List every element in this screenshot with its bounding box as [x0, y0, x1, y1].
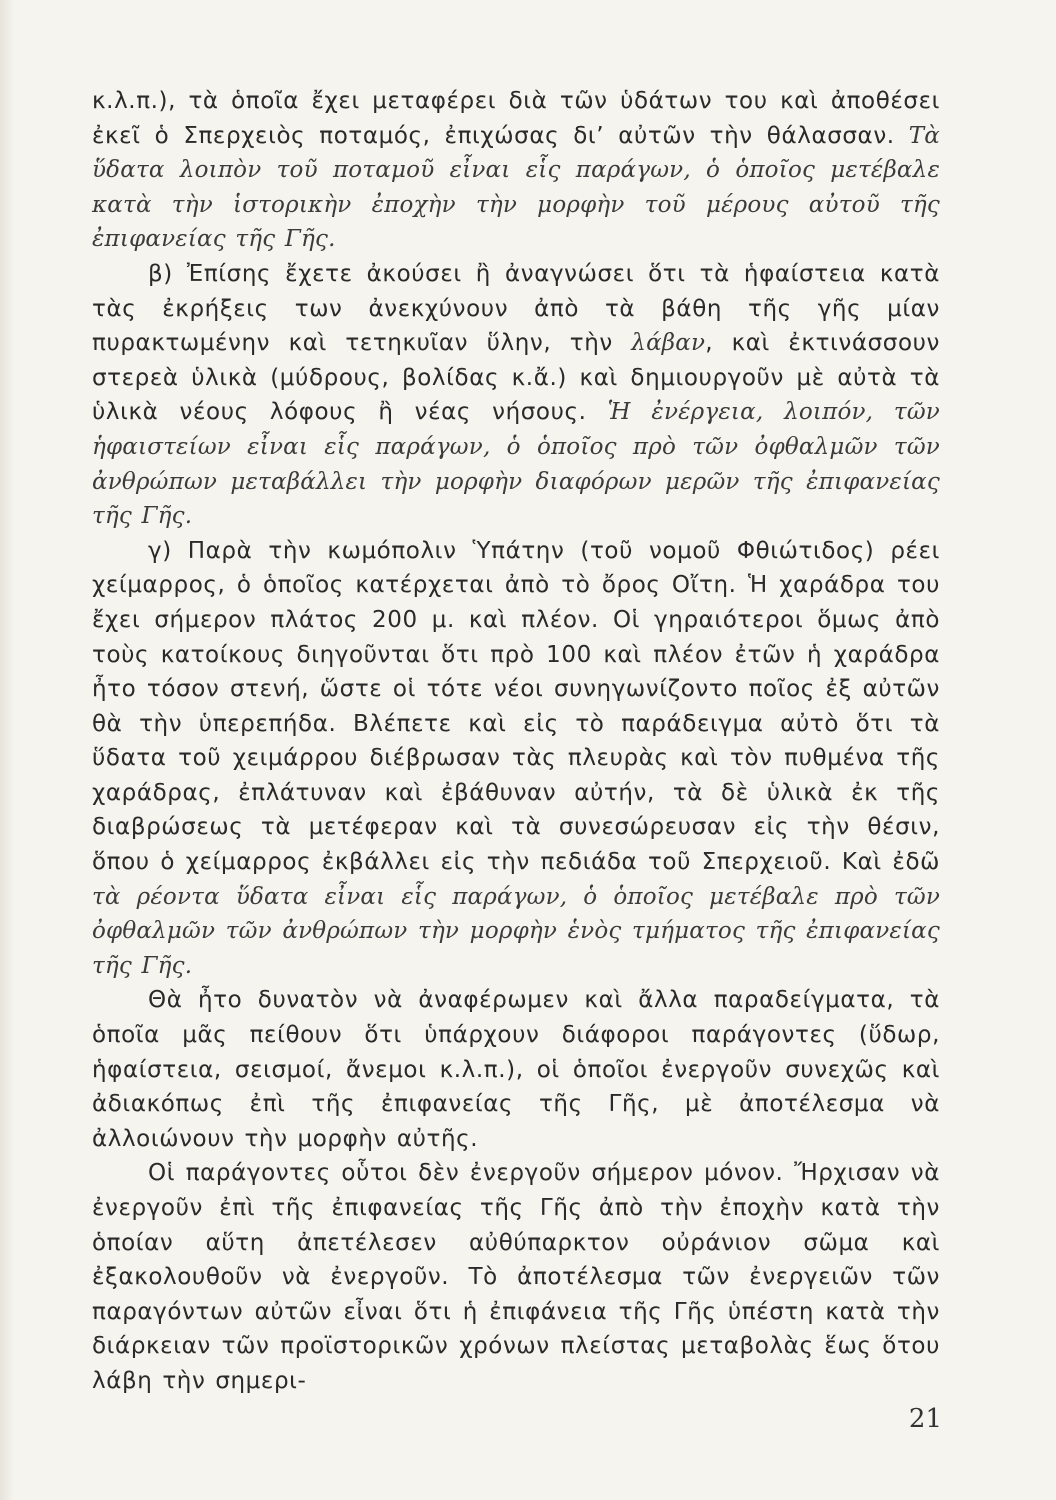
- paragraph-1: κ.λ.π.), τὰ ὁποῖα ἔχει μεταφέρει διὰ τῶν ὑδάτων του καὶ ἀποθέσει ἐκεῖ ὁ Σπερχειὸς ποταμός, ἐπιχώσας δι’ αὐτῶν τὴν θάλασσαν. Τὰ ὕδατα λοιπὸν τοῦ ποταμοῦ εἶναι εἷς παράγων, ὁ ὁποῖος μετέβαλε κατὰ τὴν ἱστορικὴν ἐποχὴν τὴν μορφὴν τοῦ μέρους αὐτοῦ τῆς ἐπιφανείας τῆς Γῆς.: [92, 88, 940, 253]
- page-number: 21: [908, 1404, 942, 1434]
- paragraph-2-volcanoes: β) Ἐπίσης ἔχετε ἀκούσει ἢ ἀναγνώσει ὅτι τὰ ἡφαίστεια κατὰ τὰς ἐκρήξεις των ἀνεκχύνουν ἀπὸ τὰ βάθη τῆς γῆς μίαν πυρακτωμένην καὶ τετηκυῖαν ὕλην, τὴν λάβαν, καὶ ἐκτινάσσουν στερεὰ ὑλικὰ (μύδρους, βολίδας κ.ἄ.) καὶ δημιουργοῦν μὲ αὐτὰ τὰ ὑλικὰ νέους λόφους ἢ νέας νήσους. Ἡ ἐνέργεια, λοιπόν, τῶν ἡφαιστείων εἶναι εἷς παράγων, ὁ ὁποῖος πρὸ τῶν ὀφθαλμῶν τῶν ἀνθρώπων μεταβάλλει τὴν μορφὴν διαφόρων μερῶν τῆς ἐπιφανείας τῆς Γῆς.: [92, 260, 940, 530]
- paragraph-3-ypati-torrent: γ) Παρὰ τὴν κωμόπολιν Ὑπάτην (τοῦ νομοῦ Φθιώτιδος) ρέει χείμαρρος, ὁ ὁποῖος κατέρχεται ἀπὸ τὸ ὄρος Οἴτη. Ἡ χαράδρα του ἔχει σήμερον πλάτος 200 μ. καὶ πλέον. Οἱ γηραιότεροι ὅμως ἀπὸ τοὺς κατοίκους διηγοῦνται ὅτι πρὸ 100 καὶ πλέον ἐτῶν ἡ χαράδρα ἦτο τόσον στενή, ὥστε οἱ τότε νέοι συνηγωνίζοντο ποῖος ἐξ αὐτῶν θὰ τὴν ὑπερεπήδα. Βλέπετε καὶ εἰς τὸ παράδειγμα αὐτὸ ὅτι τὰ ὕδατα τοῦ χειμάρρου διέβρωσαν τὰς πλευρὰς καὶ τὸν πυθμένα τῆς χαράδρας, ἐπλάτυναν καὶ ἐβάθυναν αὐτήν, τὰ δὲ ὑλικὰ ἐκ τῆς διαβρώσεως τὰ μετέφεραν καὶ τὰ συνεσώρευσαν εἰς τὴν θέσιν, ὅπου ὁ χείμαρρος ἐκβάλλει εἰς τὴν πεδιάδα τοῦ Σπερχειοῦ. Καὶ ἐδῶ τὰ ρέοντα ὕδατα εἶναι εἷς παράγων, ὁ ὁποῖος μετέβαλε πρὸ τῶν ὀφθαλμῶν τῶν ἀνθρώπων τὴν μορφὴν ἑνὸς τμήματος τῆς ἐπιφανείας τῆς Γῆς.: [92, 537, 940, 979]
- body-text: [92, 84, 940, 1399]
- paragraph-4-factors: Θὰ ἦτο δυνατὸν νὰ ἀναφέρωμεν καὶ ἄλλα παραδείγματα, τὰ ὁποῖα μᾶς πείθουν ὅτι ὑπάρχουν διάφοροι παράγοντες (ὕδωρ, ἡφαίστεια, σεισμοί, ἄνεμοι κ.λ.π.), οἱ ὁποῖοι ἐνεργοῦν συνεχῶς καὶ ἀδιακόπως ἐπὶ τῆς ἐπιφανείας τῆς Γῆς, μὲ ἀποτέλεσμα νὰ ἀλλοιώνουν τὴν μορφὴν αὐτῆς.: [92, 987, 940, 1152]
- page-edge-shadow: [0, 0, 14, 1500]
- paragraph-5-history: Οἱ παράγοντες οὗτοι δὲν ἐνεργοῦν σήμερον μόνον. Ἤρχισαν νὰ ἐνεργοῦν ἐπὶ τῆς ἐπιφανείας τῆς Γῆς ἀπὸ τὴν ἐποχὴν κατὰ τὴν ὁποίαν αὕτη ἀπετέλεσεν αὐθύπαρκτον οὐράνιον σῶμα καὶ ἐξακολουθοῦν νὰ ἐνεργοῦν. Τὸ ἀποτέλεσμα τῶν ἐνεργειῶν τῶν παραγόντων αὐτῶν εἶναι ὅτι ἡ ἐπιφάνεια τῆς Γῆς ὑπέστη κατὰ τὴν διάρκειαν τῶν προϊστορικῶν χρόνων πλείστας μεταβολὰς ἕως ὅτου λάβη τὴν σημερι-: [92, 1160, 940, 1394]
